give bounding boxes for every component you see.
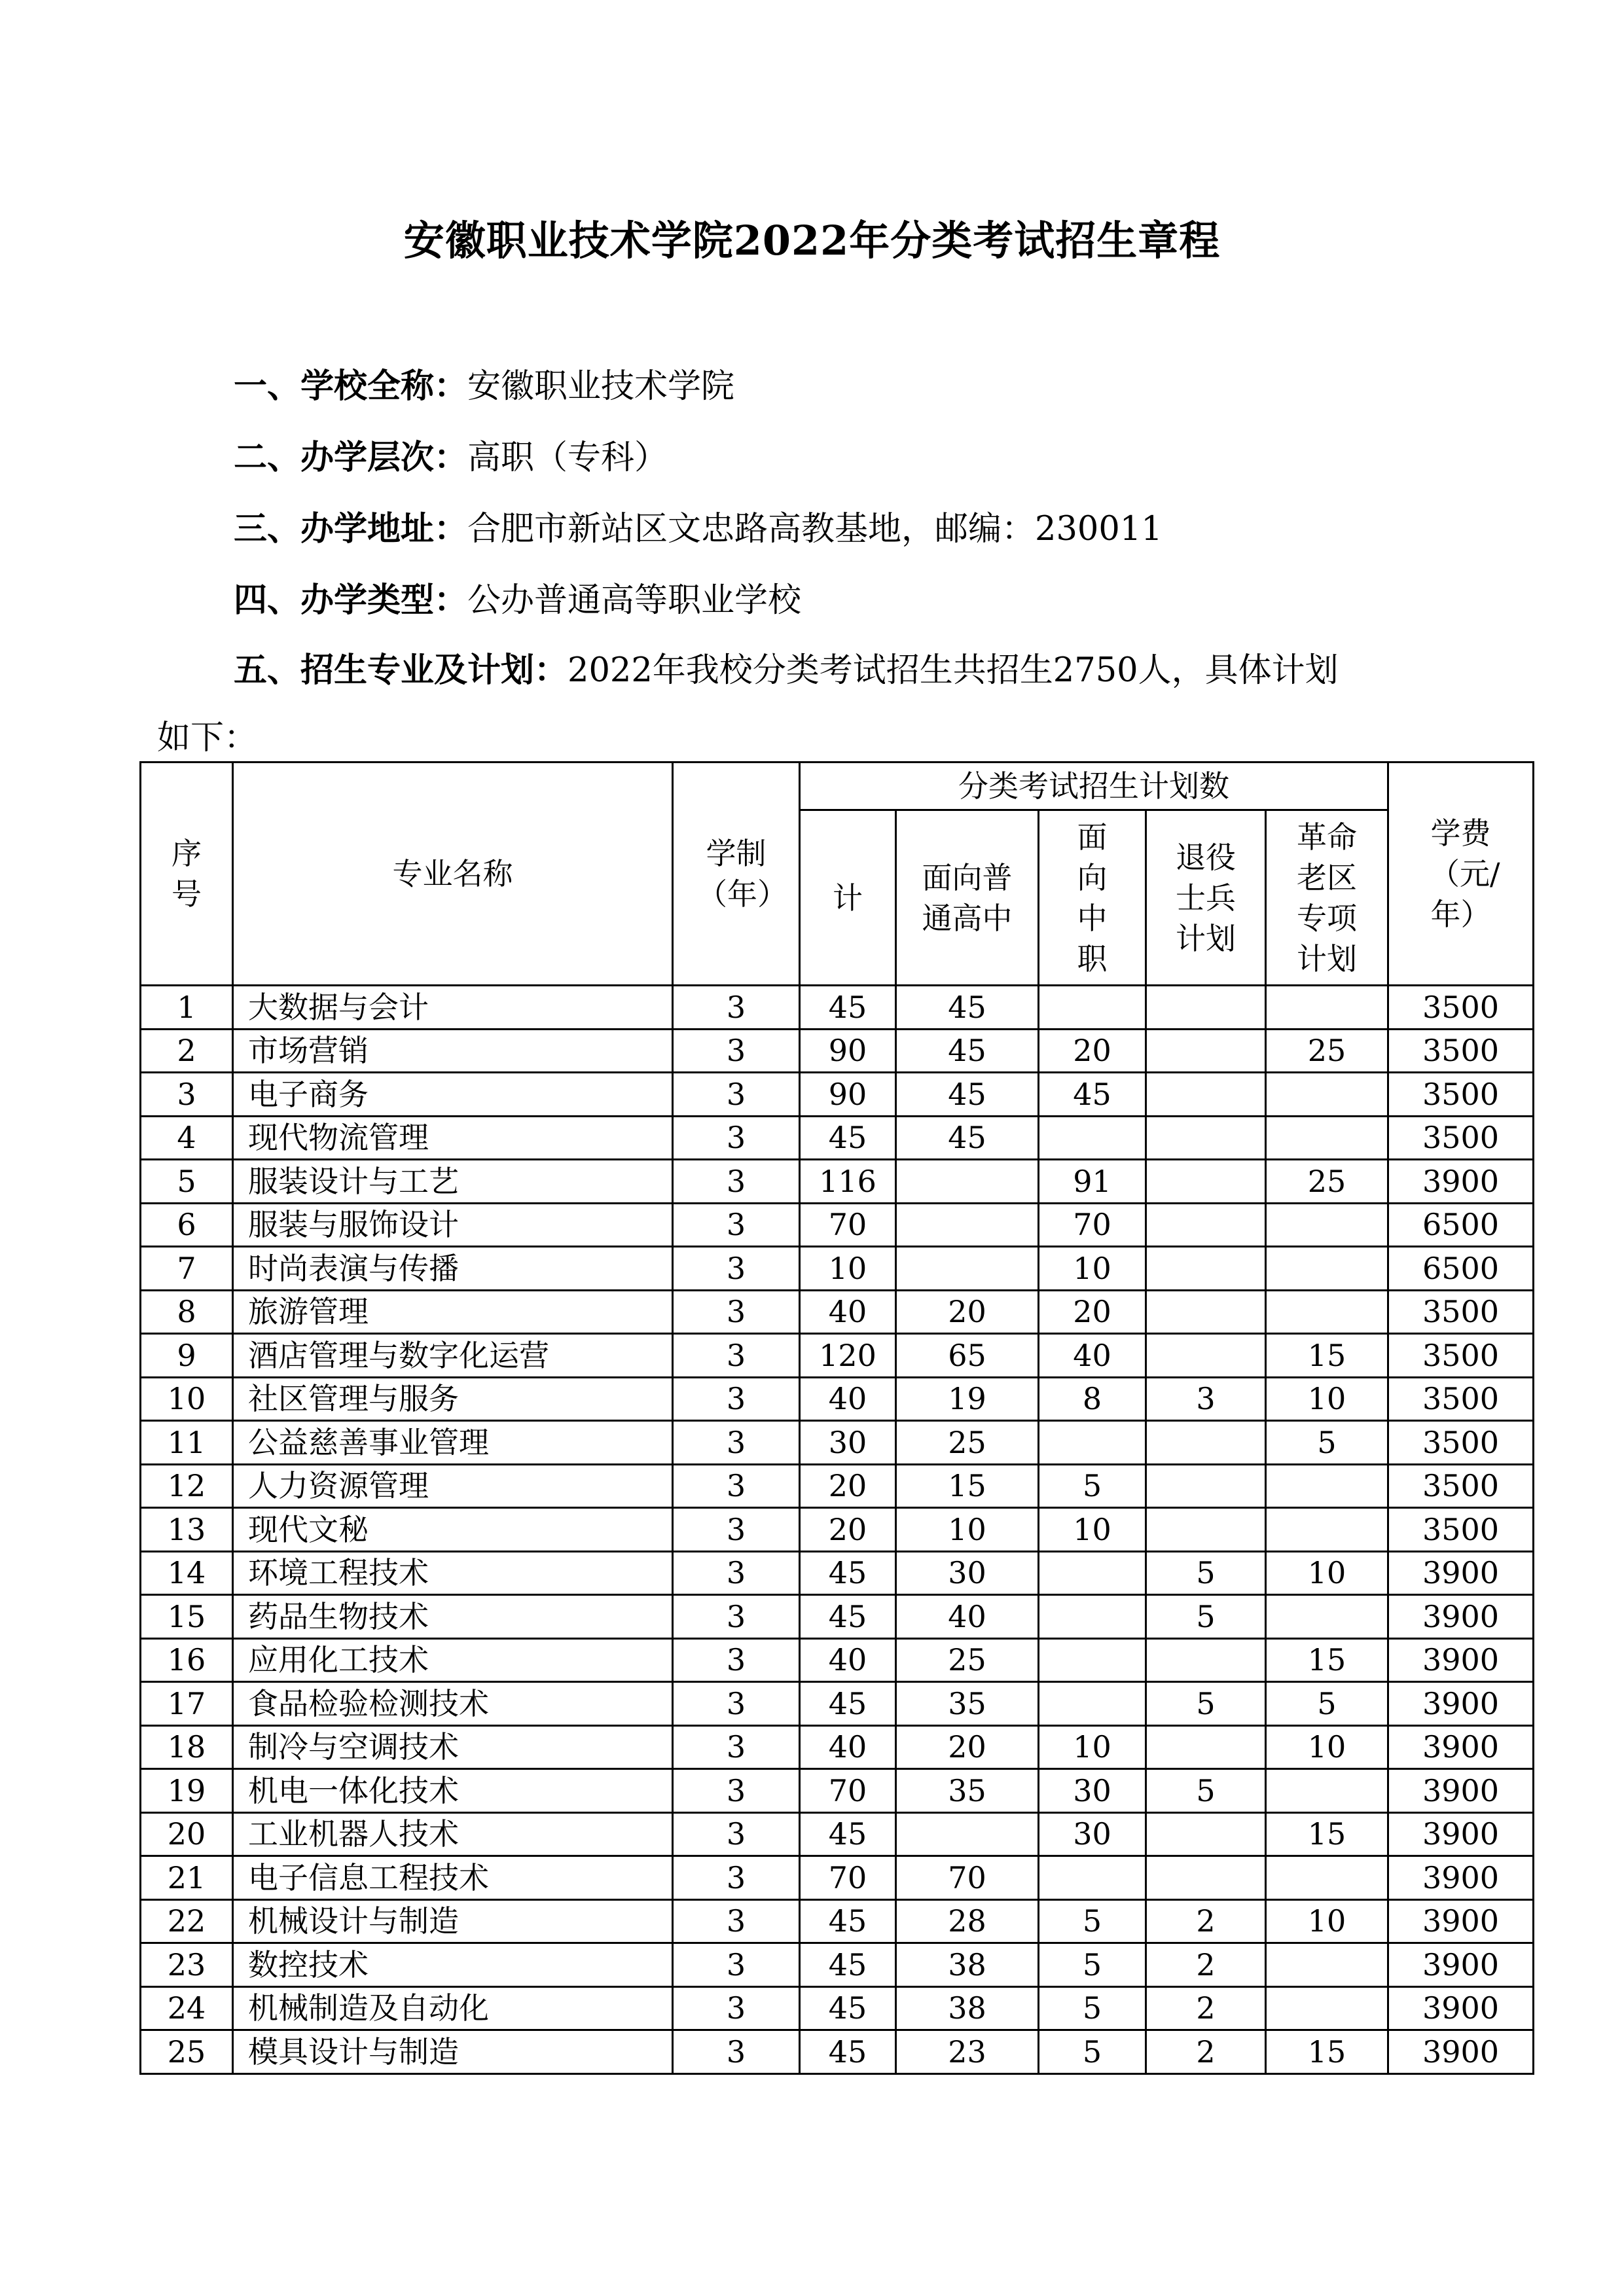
cell-years: 3 bbox=[673, 1551, 800, 1595]
cell-revolutionary: 10 bbox=[1266, 1725, 1388, 1769]
section-value: 合肥市新站区文忠路高教基地，邮编：230011 bbox=[467, 510, 1163, 548]
section-value: 高职（专科） bbox=[467, 439, 668, 477]
cell-years: 3 bbox=[673, 1203, 800, 1247]
cell-name: 大数据与会计 bbox=[233, 986, 673, 1030]
table-row bbox=[141, 1029, 1534, 1073]
cell-total: 10 bbox=[800, 1247, 896, 1291]
cell-seq: 4 bbox=[141, 1116, 233, 1160]
cell-seq: 22 bbox=[141, 1899, 233, 1943]
cell-total: 45 bbox=[800, 1595, 896, 1639]
cell-name: 药品生物技术 bbox=[233, 1595, 673, 1639]
cell-vocational: 5 bbox=[1039, 1943, 1146, 1987]
cell-years: 3 bbox=[673, 1247, 800, 1291]
document-title: 安徽职业技术学院2022年分类考试招生章程 bbox=[403, 217, 1221, 264]
cell-revolutionary bbox=[1266, 1247, 1388, 1291]
cell-fee: 3500 bbox=[1388, 1421, 1534, 1465]
cell-seq: 13 bbox=[141, 1508, 233, 1552]
table-row bbox=[141, 1290, 1534, 1334]
cell-veteran bbox=[1146, 1160, 1266, 1204]
table-row bbox=[141, 986, 1534, 1030]
cell-total: 40 bbox=[800, 1290, 896, 1334]
cell-seq: 21 bbox=[141, 1856, 233, 1900]
cell-veteran: 2 bbox=[1146, 1943, 1266, 1987]
table-row bbox=[141, 1551, 1534, 1595]
cell-years: 3 bbox=[673, 1290, 800, 1334]
cell-name: 机械制造及自动化 bbox=[233, 1986, 673, 2030]
cell-name: 机电一体化技术 bbox=[233, 1769, 673, 1813]
cell-years: 3 bbox=[673, 1986, 800, 2030]
cell-vocational: 10 bbox=[1039, 1508, 1146, 1552]
cell-name: 制冷与空调技术 bbox=[233, 1725, 673, 1769]
cell-veteran bbox=[1146, 1116, 1266, 1160]
cell-general bbox=[896, 1812, 1039, 1856]
cell-fee: 3900 bbox=[1388, 1682, 1534, 1726]
cell-revolutionary bbox=[1266, 1116, 1388, 1160]
cell-vocational: 30 bbox=[1039, 1769, 1146, 1813]
cell-general: 70 bbox=[896, 1856, 1039, 1900]
cell-revolutionary: 15 bbox=[1266, 2030, 1388, 2074]
cell-vocational bbox=[1039, 986, 1146, 1030]
section-address bbox=[234, 501, 1163, 550]
cell-years: 3 bbox=[673, 1377, 800, 1421]
cell-fee: 6500 bbox=[1388, 1203, 1534, 1247]
cell-name: 电子商务 bbox=[233, 1073, 673, 1117]
cell-total: 116 bbox=[800, 1160, 896, 1204]
section-school-name bbox=[234, 359, 734, 407]
cell-years: 3 bbox=[673, 1595, 800, 1639]
cell-vocational: 5 bbox=[1039, 1464, 1146, 1508]
cell-fee: 3500 bbox=[1388, 1334, 1534, 1378]
cell-veteran bbox=[1146, 1247, 1266, 1291]
header-veteran: 退役士兵计划 bbox=[1146, 810, 1266, 986]
table-row bbox=[141, 1421, 1534, 1465]
cell-seq: 9 bbox=[141, 1334, 233, 1378]
cell-veteran: 5 bbox=[1146, 1551, 1266, 1595]
cell-revolutionary: 15 bbox=[1266, 1638, 1388, 1682]
cell-general: 45 bbox=[896, 986, 1039, 1030]
cell-revolutionary bbox=[1266, 1986, 1388, 2030]
cell-seq: 6 bbox=[141, 1203, 233, 1247]
cell-total: 45 bbox=[800, 1899, 896, 1943]
cell-fee: 3500 bbox=[1388, 1029, 1534, 1073]
cell-seq: 16 bbox=[141, 1638, 233, 1682]
cell-fee: 3900 bbox=[1388, 1856, 1534, 1900]
cell-general bbox=[896, 1247, 1039, 1291]
table-row bbox=[141, 1943, 1534, 1987]
cell-veteran bbox=[1146, 1290, 1266, 1334]
cell-fee: 3500 bbox=[1388, 1290, 1534, 1334]
cell-vocational: 70 bbox=[1039, 1203, 1146, 1247]
cell-total: 70 bbox=[800, 1856, 896, 1900]
cell-fee: 3900 bbox=[1388, 1986, 1534, 2030]
table-row bbox=[141, 1899, 1534, 1943]
table-row bbox=[141, 1160, 1534, 1204]
cell-fee: 3500 bbox=[1388, 986, 1534, 1030]
cell-seq: 15 bbox=[141, 1595, 233, 1639]
cell-general: 15 bbox=[896, 1464, 1039, 1508]
cell-revolutionary bbox=[1266, 1769, 1388, 1813]
cell-seq: 20 bbox=[141, 1812, 233, 1856]
cell-name: 工业机器人技术 bbox=[233, 1812, 673, 1856]
cell-veteran bbox=[1146, 1812, 1266, 1856]
cell-vocational bbox=[1039, 1116, 1146, 1160]
cell-veteran bbox=[1146, 1334, 1266, 1378]
cell-veteran bbox=[1146, 1464, 1266, 1508]
table-body bbox=[141, 986, 1534, 2074]
section-value: 安徽职业技术学院 bbox=[467, 367, 735, 406]
cell-total: 45 bbox=[800, 1116, 896, 1160]
cell-total: 45 bbox=[800, 1551, 896, 1595]
cell-fee: 3900 bbox=[1388, 1812, 1534, 1856]
cell-total: 70 bbox=[800, 1769, 896, 1813]
cell-vocational: 5 bbox=[1039, 1986, 1146, 2030]
enrollment-plan-table bbox=[139, 761, 1534, 2075]
cell-vocational bbox=[1039, 1421, 1146, 1465]
cell-general: 23 bbox=[896, 2030, 1039, 2074]
cell-veteran: 3 bbox=[1146, 1377, 1266, 1421]
section-enrollment-plan bbox=[234, 643, 1339, 691]
cell-seq: 12 bbox=[141, 1464, 233, 1508]
header-total: 计 bbox=[800, 810, 896, 986]
cell-years: 3 bbox=[673, 1899, 800, 1943]
cell-total: 45 bbox=[800, 1943, 896, 1987]
cell-seq: 18 bbox=[141, 1725, 233, 1769]
cell-veteran: 5 bbox=[1146, 1769, 1266, 1813]
cell-general: 38 bbox=[896, 1943, 1039, 1987]
cell-fee: 3900 bbox=[1388, 1725, 1534, 1769]
table-row bbox=[141, 2030, 1534, 2074]
cell-name: 电子信息工程技术 bbox=[233, 1856, 673, 1900]
cell-fee: 3500 bbox=[1388, 1377, 1534, 1421]
cell-general: 38 bbox=[896, 1986, 1039, 2030]
cell-years: 3 bbox=[673, 1812, 800, 1856]
cell-vocational: 40 bbox=[1039, 1334, 1146, 1378]
cell-name: 食品检验检测技术 bbox=[233, 1682, 673, 1726]
cell-seq: 25 bbox=[141, 2030, 233, 2074]
cell-name: 应用化工技术 bbox=[233, 1638, 673, 1682]
cell-general bbox=[896, 1160, 1039, 1204]
cell-revolutionary: 15 bbox=[1266, 1812, 1388, 1856]
cell-veteran: 5 bbox=[1146, 1595, 1266, 1639]
cell-years: 3 bbox=[673, 1856, 800, 1900]
cell-name: 时尚表演与传播 bbox=[233, 1247, 673, 1291]
cell-vocational: 45 bbox=[1039, 1073, 1146, 1117]
cell-seq: 19 bbox=[141, 1769, 233, 1813]
cell-general: 20 bbox=[896, 1725, 1039, 1769]
cell-revolutionary bbox=[1266, 1203, 1388, 1247]
section-value: 公办普通高等职业学校 bbox=[467, 581, 802, 620]
cell-vocational: 10 bbox=[1039, 1725, 1146, 1769]
cell-years: 3 bbox=[673, 2030, 800, 2074]
cell-general: 10 bbox=[896, 1508, 1039, 1552]
table-row bbox=[141, 1247, 1534, 1291]
cell-general: 45 bbox=[896, 1073, 1039, 1117]
cell-name: 服装设计与工艺 bbox=[233, 1160, 673, 1204]
cell-revolutionary bbox=[1266, 1290, 1388, 1334]
cell-total: 45 bbox=[800, 2030, 896, 2074]
cell-vocational bbox=[1039, 1682, 1146, 1726]
header-revolutionary: 革命老区专项计划 bbox=[1266, 810, 1388, 986]
cell-seq: 17 bbox=[141, 1682, 233, 1726]
cell-years: 3 bbox=[673, 1073, 800, 1117]
cell-revolutionary: 10 bbox=[1266, 1551, 1388, 1595]
cell-vocational: 8 bbox=[1039, 1377, 1146, 1421]
cell-veteran: 2 bbox=[1146, 2030, 1266, 2074]
cell-total: 40 bbox=[800, 1638, 896, 1682]
cell-general: 30 bbox=[896, 1551, 1039, 1595]
cell-fee: 3900 bbox=[1388, 1595, 1534, 1639]
cell-total: 20 bbox=[800, 1464, 896, 1508]
cell-general: 25 bbox=[896, 1638, 1039, 1682]
cell-years: 3 bbox=[673, 1943, 800, 1987]
cell-years: 3 bbox=[673, 1769, 800, 1813]
cell-seq: 24 bbox=[141, 1986, 233, 2030]
cell-revolutionary bbox=[1266, 1464, 1388, 1508]
cell-total: 45 bbox=[800, 1812, 896, 1856]
header-plan-group: 分类考试招生计划数 bbox=[800, 762, 1388, 810]
cell-vocational: 20 bbox=[1039, 1290, 1146, 1334]
cell-veteran bbox=[1146, 986, 1266, 1030]
cell-vocational: 5 bbox=[1039, 1899, 1146, 1943]
cell-vocational: 10 bbox=[1039, 1247, 1146, 1291]
table-row bbox=[141, 1116, 1534, 1160]
header-years: 学制（年） bbox=[673, 762, 800, 986]
cell-name: 公益慈善事业管理 bbox=[233, 1421, 673, 1465]
cell-vocational bbox=[1039, 1856, 1146, 1900]
header-fee: 学费（元/年） bbox=[1388, 762, 1534, 986]
cell-general bbox=[896, 1203, 1039, 1247]
cell-revolutionary bbox=[1266, 986, 1388, 1030]
table-row bbox=[141, 1812, 1534, 1856]
cell-revolutionary bbox=[1266, 1595, 1388, 1639]
section-label: 三、办学地址： bbox=[234, 509, 468, 548]
cell-vocational: 20 bbox=[1039, 1029, 1146, 1073]
header-vocational: 面向中职 bbox=[1039, 810, 1146, 986]
cell-veteran bbox=[1146, 1856, 1266, 1900]
cell-years: 3 bbox=[673, 1421, 800, 1465]
table-row bbox=[141, 1725, 1534, 1769]
cell-revolutionary: 10 bbox=[1266, 1899, 1388, 1943]
cell-revolutionary: 5 bbox=[1266, 1682, 1388, 1726]
cell-name: 市场营销 bbox=[233, 1029, 673, 1073]
cell-seq: 10 bbox=[141, 1377, 233, 1421]
cell-veteran bbox=[1146, 1638, 1266, 1682]
cell-years: 3 bbox=[673, 986, 800, 1030]
header-seq: 序号 bbox=[141, 762, 233, 986]
section-label: 四、办学类型： bbox=[234, 581, 468, 620]
cell-total: 45 bbox=[800, 1682, 896, 1726]
cell-name: 人力资源管理 bbox=[233, 1464, 673, 1508]
section-value: 2022年我校分类考试招生共招生2750人，具体计划 bbox=[568, 651, 1339, 690]
cell-vocational: 5 bbox=[1039, 2030, 1146, 2074]
cell-general: 40 bbox=[896, 1595, 1039, 1639]
cell-years: 3 bbox=[673, 1638, 800, 1682]
cell-name: 数控技术 bbox=[233, 1943, 673, 1987]
cell-years: 3 bbox=[673, 1725, 800, 1769]
cell-veteran: 2 bbox=[1146, 1899, 1266, 1943]
cell-fee: 3900 bbox=[1388, 1943, 1534, 1987]
cell-years: 3 bbox=[673, 1160, 800, 1204]
cell-seq: 1 bbox=[141, 986, 233, 1030]
cell-revolutionary: 5 bbox=[1266, 1421, 1388, 1465]
cell-total: 20 bbox=[800, 1508, 896, 1552]
cell-name: 环境工程技术 bbox=[233, 1551, 673, 1595]
section-label: 一、学校全称： bbox=[234, 367, 468, 406]
header-general: 面向普通高中 bbox=[896, 810, 1039, 986]
cell-general: 20 bbox=[896, 1290, 1039, 1334]
cell-total: 45 bbox=[800, 986, 896, 1030]
cell-veteran bbox=[1146, 1073, 1266, 1117]
cell-total: 45 bbox=[800, 1986, 896, 2030]
cell-veteran bbox=[1146, 1421, 1266, 1465]
header-name: 专业名称 bbox=[233, 762, 673, 986]
cell-years: 3 bbox=[673, 1116, 800, 1160]
table-row bbox=[141, 1203, 1534, 1247]
section-level bbox=[234, 430, 668, 478]
cell-total: 70 bbox=[800, 1203, 896, 1247]
cell-veteran bbox=[1146, 1029, 1266, 1073]
cell-total: 40 bbox=[800, 1377, 896, 1421]
cell-seq: 2 bbox=[141, 1029, 233, 1073]
cell-general: 45 bbox=[896, 1116, 1039, 1160]
cell-total: 90 bbox=[800, 1029, 896, 1073]
table-row bbox=[141, 1986, 1534, 2030]
cell-veteran bbox=[1146, 1725, 1266, 1769]
table-row bbox=[141, 1638, 1534, 1682]
cell-years: 3 bbox=[673, 1334, 800, 1378]
table-row bbox=[141, 1682, 1534, 1726]
cell-veteran bbox=[1146, 1508, 1266, 1552]
cell-fee: 3900 bbox=[1388, 1160, 1534, 1204]
cell-veteran bbox=[1146, 1203, 1266, 1247]
table-row bbox=[141, 1769, 1534, 1813]
cell-seq: 14 bbox=[141, 1551, 233, 1595]
cell-years: 3 bbox=[673, 1464, 800, 1508]
cell-general: 19 bbox=[896, 1377, 1039, 1421]
cell-name: 现代文秘 bbox=[233, 1508, 673, 1552]
section-continuation: 如下： bbox=[157, 719, 258, 757]
cell-total: 30 bbox=[800, 1421, 896, 1465]
cell-revolutionary bbox=[1266, 1856, 1388, 1900]
cell-general: 65 bbox=[896, 1334, 1039, 1378]
cell-revolutionary: 25 bbox=[1266, 1160, 1388, 1204]
table-row bbox=[141, 1595, 1534, 1639]
cell-fee: 3900 bbox=[1388, 2030, 1534, 2074]
cell-years: 3 bbox=[673, 1508, 800, 1552]
cell-general: 28 bbox=[896, 1899, 1039, 1943]
cell-general: 25 bbox=[896, 1421, 1039, 1465]
table-row bbox=[141, 1856, 1534, 1900]
cell-veteran: 5 bbox=[1146, 1682, 1266, 1726]
table-row bbox=[141, 1508, 1534, 1552]
cell-total: 40 bbox=[800, 1725, 896, 1769]
cell-years: 3 bbox=[673, 1682, 800, 1726]
cell-name: 社区管理与服务 bbox=[233, 1377, 673, 1421]
cell-fee: 3500 bbox=[1388, 1508, 1534, 1552]
cell-name: 旅游管理 bbox=[233, 1290, 673, 1334]
table-row bbox=[141, 1073, 1534, 1117]
cell-general: 35 bbox=[896, 1769, 1039, 1813]
cell-revolutionary: 10 bbox=[1266, 1377, 1388, 1421]
cell-fee: 3900 bbox=[1388, 1638, 1534, 1682]
cell-fee: 3500 bbox=[1388, 1073, 1534, 1117]
cell-revolutionary bbox=[1266, 1943, 1388, 1987]
cell-general: 45 bbox=[896, 1029, 1039, 1073]
cell-seq: 3 bbox=[141, 1073, 233, 1117]
cell-years: 3 bbox=[673, 1029, 800, 1073]
cell-revolutionary bbox=[1266, 1508, 1388, 1552]
section-type bbox=[234, 573, 801, 621]
cell-fee: 3900 bbox=[1388, 1551, 1534, 1595]
section-label: 五、招生专业及计划： bbox=[234, 651, 568, 690]
table-row bbox=[141, 1377, 1534, 1421]
cell-name: 服装与服饰设计 bbox=[233, 1203, 673, 1247]
table-row bbox=[141, 1334, 1534, 1378]
cell-total: 90 bbox=[800, 1073, 896, 1117]
cell-name: 酒店管理与数字化运营 bbox=[233, 1334, 673, 1378]
cell-vocational: 30 bbox=[1039, 1812, 1146, 1856]
section-label: 二、办学层次： bbox=[234, 438, 468, 477]
cell-seq: 5 bbox=[141, 1160, 233, 1204]
cell-vocational: 91 bbox=[1039, 1160, 1146, 1204]
cell-veteran: 2 bbox=[1146, 1986, 1266, 2030]
cell-fee: 3500 bbox=[1388, 1464, 1534, 1508]
cell-fee: 3900 bbox=[1388, 1769, 1534, 1813]
cell-revolutionary: 15 bbox=[1266, 1334, 1388, 1378]
cell-name: 机械设计与制造 bbox=[233, 1899, 673, 1943]
cell-seq: 23 bbox=[141, 1943, 233, 1987]
cell-seq: 8 bbox=[141, 1290, 233, 1334]
cell-name: 现代物流管理 bbox=[233, 1116, 673, 1160]
cell-total: 120 bbox=[800, 1334, 896, 1378]
cell-revolutionary bbox=[1266, 1073, 1388, 1117]
cell-general: 35 bbox=[896, 1682, 1039, 1726]
cell-seq: 11 bbox=[141, 1421, 233, 1465]
cell-seq: 7 bbox=[141, 1247, 233, 1291]
cell-fee: 6500 bbox=[1388, 1247, 1534, 1291]
cell-vocational bbox=[1039, 1638, 1146, 1682]
cell-vocational bbox=[1039, 1551, 1146, 1595]
cell-vocational bbox=[1039, 1595, 1146, 1639]
cell-fee: 3500 bbox=[1388, 1116, 1534, 1160]
cell-revolutionary: 25 bbox=[1266, 1029, 1388, 1073]
table-row bbox=[141, 1464, 1534, 1508]
cell-fee: 3900 bbox=[1388, 1899, 1534, 1943]
cell-name: 模具设计与制造 bbox=[233, 2030, 673, 2074]
